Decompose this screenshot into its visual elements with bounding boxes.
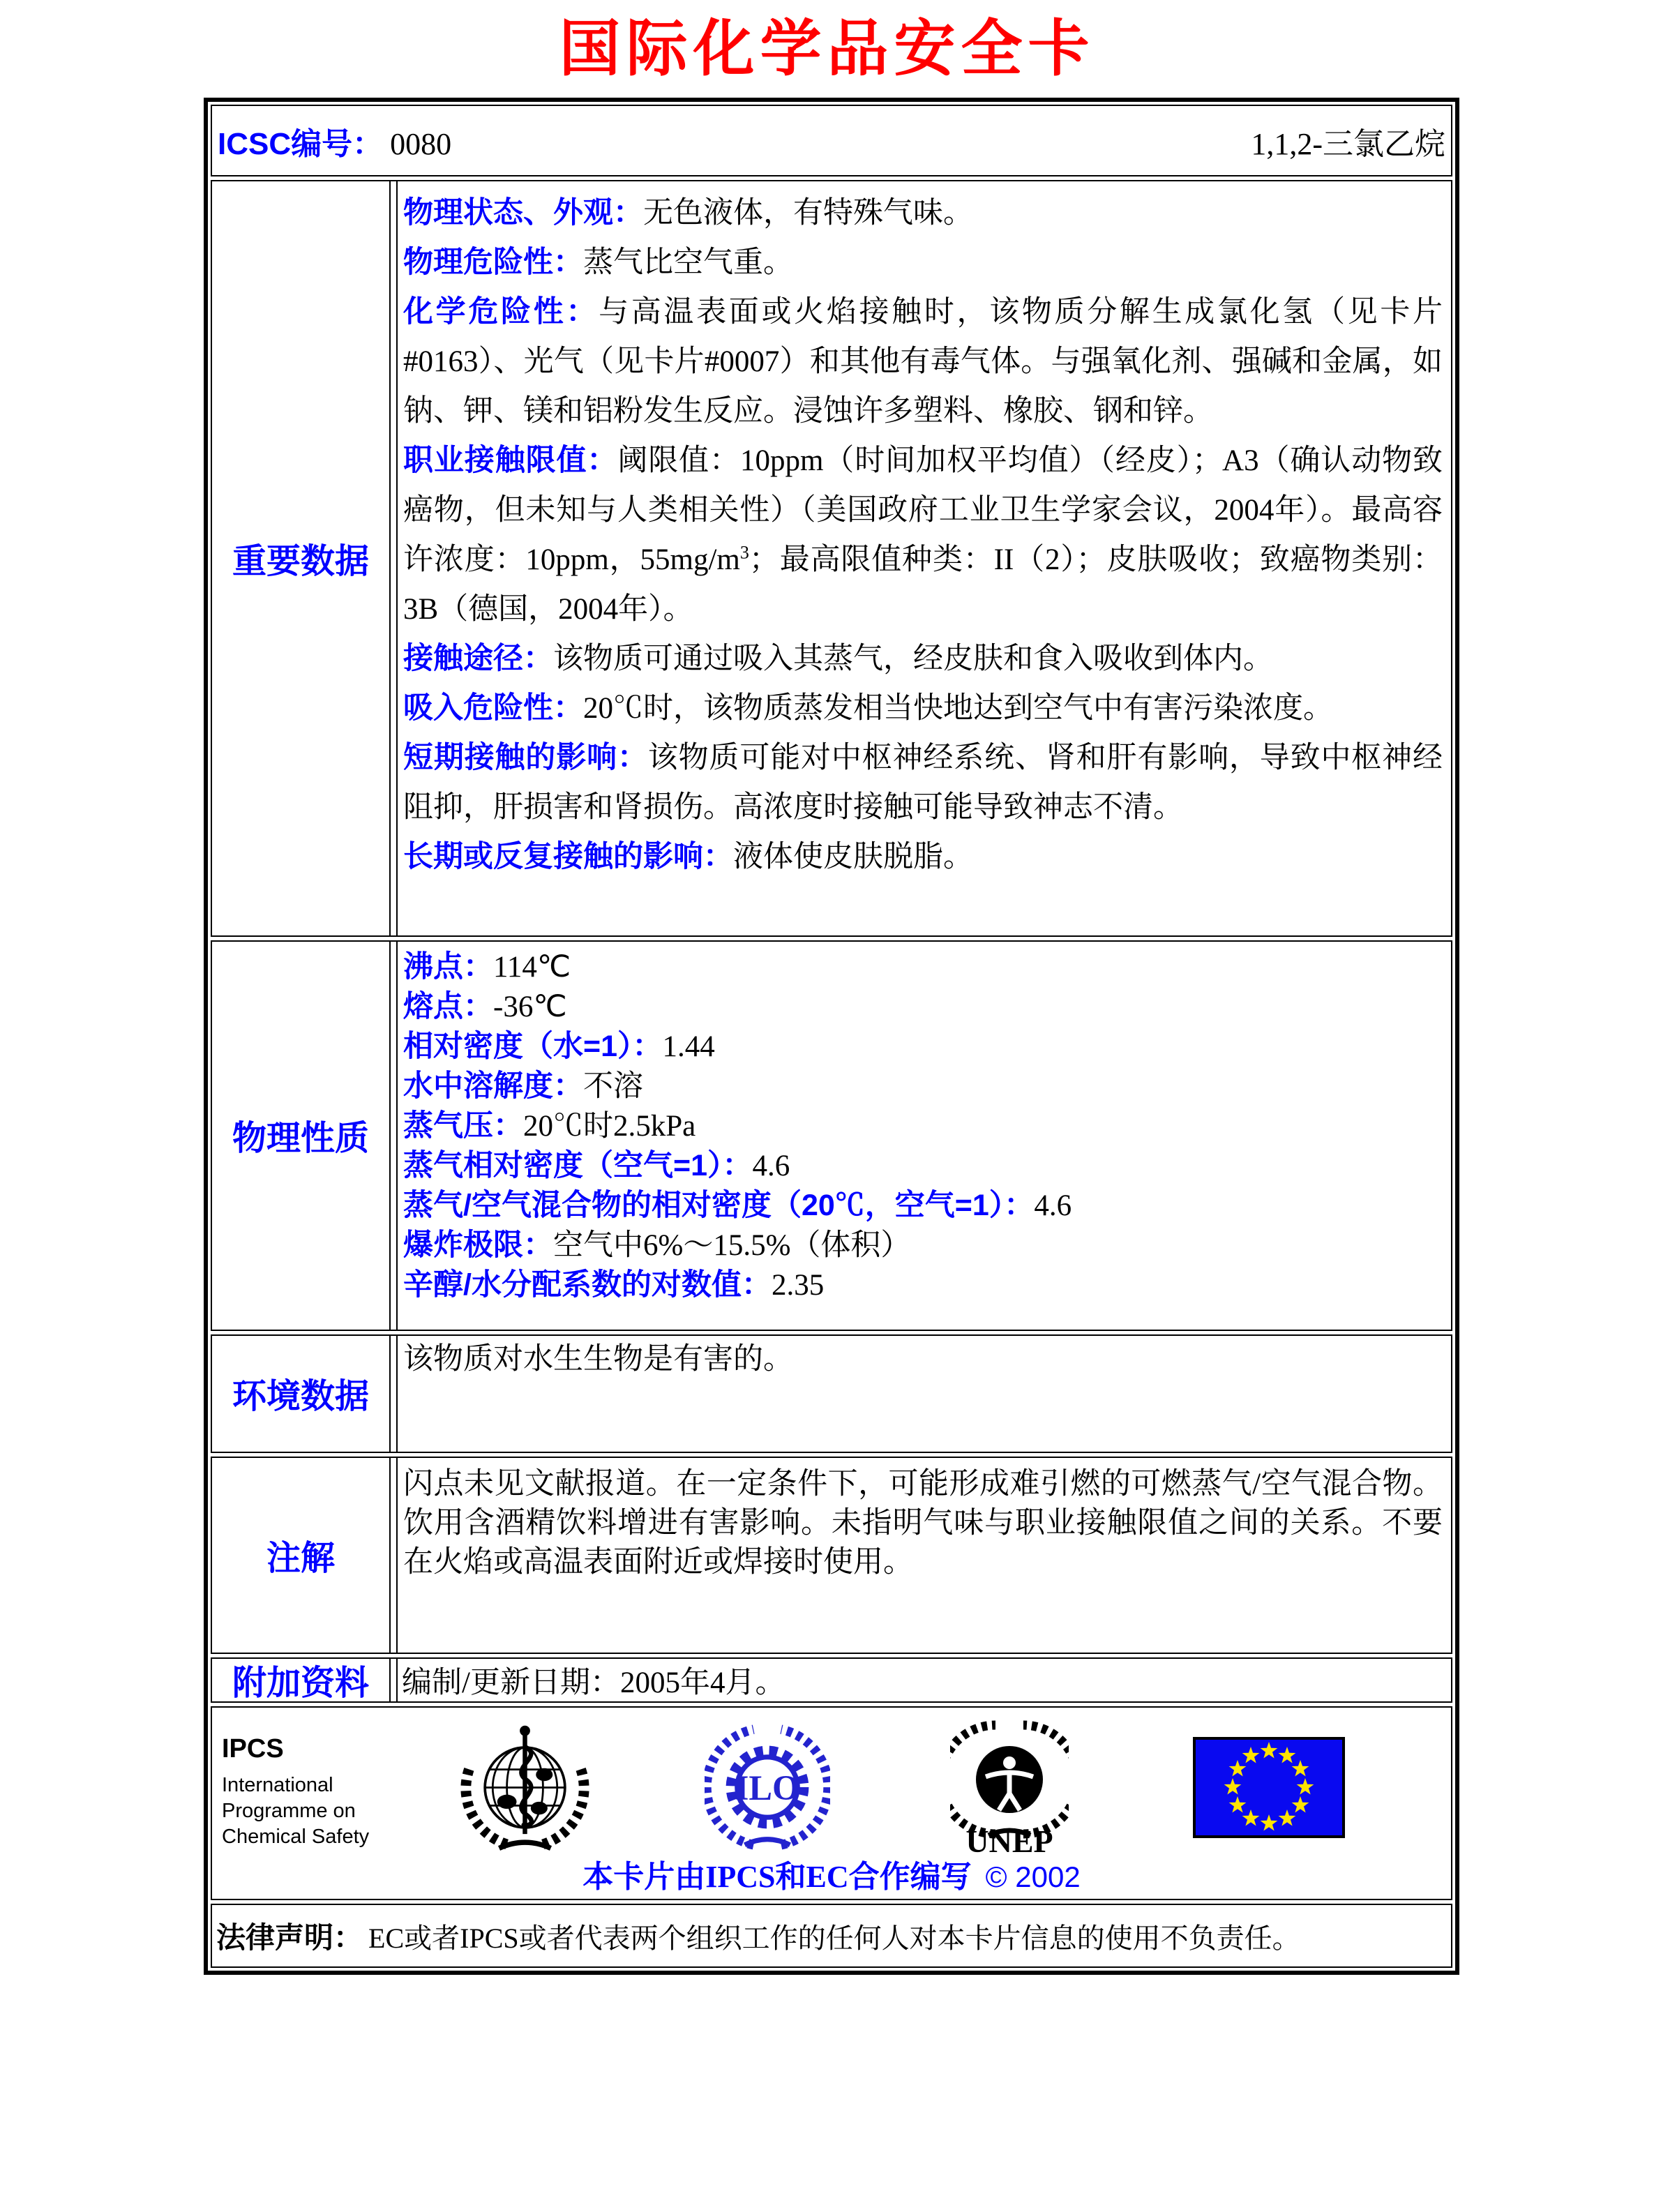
important-item-occupational-limits [403, 436, 1443, 634]
physical-item-octanol-water-log [403, 1265, 1443, 1305]
field-text: 空气中6%～15.5%（体积） [553, 1229, 911, 1263]
icsc-number [218, 119, 451, 163]
ipcs-acronym: IPCS [222, 1734, 284, 1764]
field-label: 接触途径： [403, 642, 553, 676]
legal-notice-text: EC或者IPCS或者代表两个组织工作的任何人对本卡片信息的使用不负责任。 [368, 1922, 1300, 1954]
field-text: 液体使皮肤脱脂。 [733, 841, 973, 874]
physical-item-explosive-limits [403, 1226, 1443, 1265]
section-important-data [211, 180, 1452, 937]
field-label: 职业接触限值： [403, 444, 618, 478]
environment-text: 该物质对水生生物是有害的。 [403, 1343, 793, 1376]
ipcs-line2: Programme on [222, 1800, 356, 1823]
notes-content [396, 1458, 1451, 1653]
copyright-text: 本卡片由IPCS和EC合作编写 [582, 1860, 972, 1895]
legal-notice-label: 法律声明： [216, 1921, 363, 1955]
field-text: 蒸气比空气重。 [583, 246, 793, 280]
field-label: 相对密度（水=1）： [403, 1030, 663, 1064]
field-text: 无色液体，有特殊气味。 [643, 197, 973, 230]
field-label: 物理危险性： [403, 246, 583, 280]
field-text: 不溶 [583, 1070, 643, 1104]
section-heading-additional: 附加资料 [212, 1659, 391, 1701]
field-text: 20℃时，该物质蒸发相当快地达到空气中有害污染浓度。 [583, 692, 1333, 725]
environmental-data-content [396, 1336, 1451, 1452]
safety-card [204, 98, 1459, 1975]
field-label: 蒸气/空气混合物的相对密度（20℃，空气=1）： [403, 1189, 1035, 1223]
field-label: 化学危险性： [403, 295, 599, 329]
field-text: -36℃ [493, 991, 567, 1024]
legal-notice-row [211, 1904, 1452, 1968]
copyright-line [212, 1851, 1451, 1896]
important-item-short-term-effects [403, 733, 1443, 832]
important-item-chemical-danger [403, 287, 1443, 436]
field-text: 该物质可能对中枢神经系统、肾和肝有影响，导致中枢神经阻抑，肝损害和肾损伤。高浓度时接触可能导致神志不清。 [403, 742, 1443, 825]
section-additional-info [211, 1657, 1452, 1703]
copyright-year: © 2002 [985, 1860, 1081, 1894]
physical-properties-content [396, 942, 1451, 1330]
field-text: 114℃ [493, 951, 571, 984]
field-text-cont: ；最高限值种类：II（2）；皮肤吸收；致癌物类别：3B（德国，2004年）。 [403, 543, 1443, 626]
field-text: 4.6 [752, 1150, 790, 1183]
ilo-letters: ILO [735, 1768, 800, 1808]
chemical-name: 1,1,2-三氯乙烷 [1251, 126, 1445, 161]
ipcs-block [222, 1734, 369, 1850]
important-data-content [396, 181, 1451, 935]
field-text: 2.35 [771, 1269, 825, 1302]
physical-item-vapor-air-mixture-density [403, 1186, 1443, 1226]
field-label: 长期或反复接触的影响： [403, 840, 733, 874]
icsc-number-label: ICSC编号： [218, 126, 384, 161]
section-notes [211, 1457, 1452, 1654]
header-row [211, 105, 1452, 176]
field-text: 4.6 [1034, 1189, 1072, 1223]
additional-text: 编制/更新日期：2005年4月。 [402, 1666, 785, 1700]
who-logo-icon [460, 1723, 589, 1852]
physical-item-water-solubility [403, 1067, 1443, 1106]
section-heading-important: 重要数据 [212, 181, 391, 935]
section-heading-environment: 环境数据 [212, 1336, 391, 1452]
notes-text: 闪点未见文献报道。在一定条件下，可能形成难引燃的可燃蒸气/空气混合物。饮用含酒精饮料增进有害影响。未指明气味与职业接触限值之间的关系。不要在火焰或高温表面附近或焊接时使用。 [403, 1468, 1443, 1579]
eu-flag-icon [1193, 1737, 1345, 1838]
important-item-physical-danger [403, 238, 1443, 287]
field-label: 短期接触的影响： [403, 741, 648, 775]
section-physical-properties [211, 940, 1452, 1331]
field-text: 20℃时2.5kPa [523, 1110, 696, 1143]
field-text: 1.44 [662, 1030, 715, 1064]
important-item-inhalation-risk [403, 684, 1443, 733]
physical-item-melting-point [403, 987, 1443, 1027]
footer-logos-row [211, 1706, 1452, 1900]
physical-item-relative-density [403, 1027, 1443, 1067]
field-label: 吸入危险性： [403, 691, 583, 725]
section-heading-physical: 物理性质 [212, 942, 391, 1330]
field-label: 熔点： [403, 990, 493, 1024]
section-environmental-data [211, 1334, 1452, 1453]
field-label: 蒸气压： [403, 1109, 523, 1143]
important-item-exposure-routes [403, 634, 1443, 684]
ipcs-line3: Chemical Safety [222, 1826, 370, 1849]
ipcs-line1: International [222, 1774, 333, 1797]
page-title: 国际化学品安全卡 [559, 16, 1095, 84]
field-text: 阈限值：10ppm（时间加权平均值）（经皮）；A3（确认动物致癌物，但未知与人类相关性）（美国政府工业卫生学家会议，2004年）。最高容许浓度：10ppm，55mg/m [403, 444, 1443, 577]
field-label: 水中溶解度： [403, 1069, 583, 1104]
ilo-logo-icon [705, 1724, 830, 1850]
section-heading-notes: 注解 [212, 1458, 391, 1653]
physical-item-boiling-point [403, 947, 1443, 987]
important-item-physical-state [403, 188, 1443, 238]
unep-caption: UNEP [965, 1823, 1053, 1857]
field-label: 爆炸极限： [403, 1228, 553, 1263]
field-text: 与高温表面或火焰接触时，该物质分解生成氯化氢（见卡片#0163）、光气（见卡片#0007）和其他有毒气体。与强氧化剂、强碱和金属，如钠、钾、镁和铝粉发生反应。浸蚀许多塑料、橡胶、钢和锌。 [403, 296, 1443, 428]
field-label: 物理状态、外观： [403, 196, 643, 230]
field-text: 该物质可通过吸入其蒸气，经皮肤和食入吸收到体内。 [553, 642, 1273, 676]
important-item-long-term-effects [403, 832, 1443, 882]
field-label: 沸点： [403, 950, 493, 984]
superscript: 3 [739, 543, 749, 564]
additional-info-content [396, 1659, 1451, 1701]
field-label: 蒸气相对密度（空气=1）： [403, 1149, 753, 1183]
physical-item-vapor-density [403, 1146, 1443, 1186]
field-label: 辛醇/水分配系数的对数值： [403, 1268, 772, 1302]
physical-item-vapor-pressure [403, 1106, 1443, 1146]
unep-logo-icon [950, 1720, 1069, 1856]
icsc-number-value: 0080 [390, 126, 452, 161]
